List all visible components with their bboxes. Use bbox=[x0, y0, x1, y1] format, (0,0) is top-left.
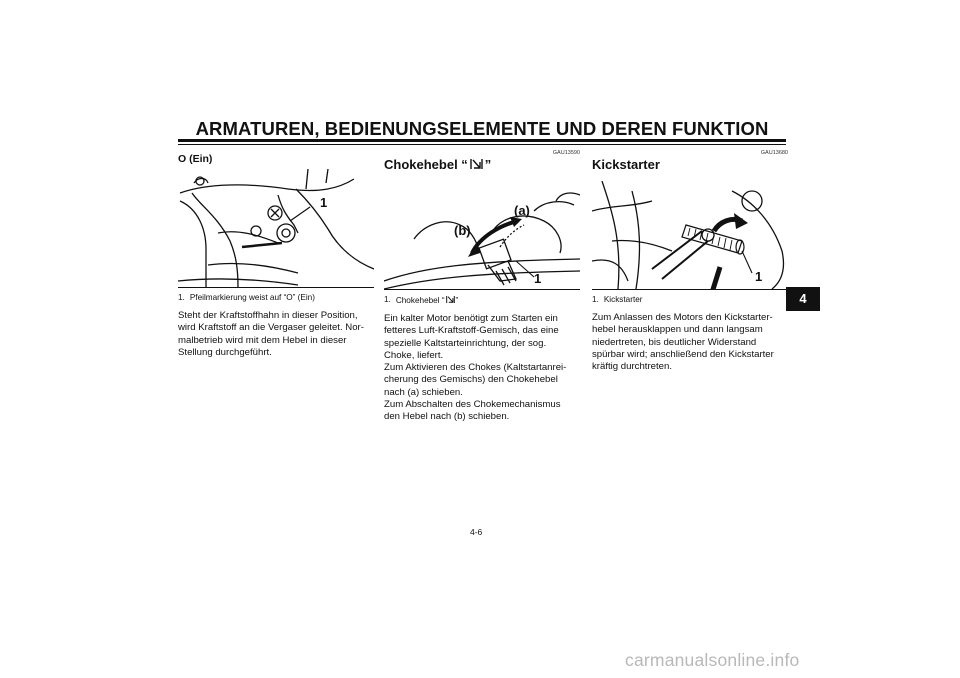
body-line: niedertreten, bis deutlicher Widerstand bbox=[592, 336, 757, 348]
caption-text-start: Chokehebel “ bbox=[395, 296, 445, 305]
body-line: spürbar wird; anschließend den Kickstarter bbox=[592, 348, 774, 360]
body-line: kräftig durchtreten. bbox=[592, 361, 672, 373]
choke-icon bbox=[446, 295, 455, 304]
fuel-cock-illustration bbox=[178, 169, 374, 287]
figure-caption bbox=[592, 295, 788, 304]
body-text bbox=[178, 310, 374, 359]
caption-text bbox=[396, 295, 458, 305]
section-title-kickstarter: Kickstarter bbox=[592, 157, 660, 172]
header-rule bbox=[178, 139, 786, 142]
callout-b: (b) bbox=[454, 223, 471, 238]
choke-lever-illustration bbox=[384, 181, 580, 289]
body-line: Choke, liefert. bbox=[384, 349, 444, 361]
body-line: Steht der Kraftstoffhahn in dieser Position, bbox=[178, 310, 358, 321]
figure-choke-lever bbox=[384, 181, 580, 290]
body-text bbox=[384, 313, 580, 424]
caption-number: 1. bbox=[178, 293, 185, 302]
callout-1: 1 bbox=[534, 271, 542, 286]
header-rule-thin bbox=[178, 144, 786, 145]
caption-number: 1. bbox=[592, 295, 599, 304]
chapter-tab[interactable]: 4 bbox=[786, 287, 820, 311]
page-header-title: ARMATUREN, BEDIENUNGSELEMENTE UND DEREN FUNKTION bbox=[195, 118, 769, 139]
callout-1: 1 bbox=[320, 195, 328, 210]
column-fuel-cock bbox=[178, 150, 374, 359]
body-line: Zum Aktivieren des Chokes (Kaltstartanrei- bbox=[384, 362, 567, 374]
callout-a: (a) bbox=[514, 203, 530, 218]
callout-1: 1 bbox=[755, 269, 763, 284]
body-line: wird Kraftstoff an die Vergaser geleitet. Nor- bbox=[178, 322, 364, 334]
page-number: 4-6 bbox=[470, 527, 483, 537]
title-text: Chokehebel “ bbox=[384, 157, 468, 172]
reference-code: GAU13590 bbox=[552, 150, 580, 156]
caption-number: 1. bbox=[384, 295, 391, 304]
title-text-end: ” bbox=[484, 157, 492, 172]
body-line: Zum Anlassen des Motors den Kickstarter- bbox=[592, 312, 773, 323]
figure-fuel-cock bbox=[178, 169, 374, 288]
section-title-o-ein: O (Ein) bbox=[178, 153, 213, 165]
caption-text-end: ” bbox=[455, 296, 459, 305]
body-line: Zum Abschalten des Chokemechanismus bbox=[384, 399, 561, 411]
body-line: Stellung durchgeführt. bbox=[178, 346, 272, 358]
caption-text: Kickstarter bbox=[603, 295, 643, 304]
section-title-chokehebel bbox=[384, 157, 580, 175]
body-line: fetteres Luft-Kraftstoff-Gemisch, das eine bbox=[384, 325, 559, 337]
figure-caption bbox=[384, 295, 580, 305]
caption-text: Pfeilmarkierung weist auf “O” (Ein) bbox=[189, 293, 315, 302]
figure-caption bbox=[178, 293, 374, 302]
column-choke bbox=[384, 150, 580, 424]
reference-code: GAU13680 bbox=[760, 150, 788, 156]
body-line: den Hebel nach (b) schieben. bbox=[384, 411, 510, 423]
choke-icon bbox=[470, 158, 483, 170]
body-line: malbetrieb wird mit dem Hebel in dieser bbox=[178, 334, 347, 346]
body-line: hebel herausklappen und dann langsam bbox=[592, 324, 763, 336]
figure-kickstarter bbox=[592, 181, 788, 290]
body-line: cherung des Gemischs) den Chokehebel bbox=[384, 374, 558, 386]
column-kickstarter bbox=[592, 150, 788, 373]
body-line: Ein kalter Motor benötigt zum Starten ein bbox=[384, 313, 558, 324]
body-text bbox=[592, 312, 788, 373]
watermark[interactable]: carmanualsonline.info bbox=[625, 650, 800, 670]
body-line: spezielle Kaltstarteinrichtung, der sog. bbox=[384, 337, 547, 349]
body-line: nach (a) schieben. bbox=[384, 386, 463, 398]
